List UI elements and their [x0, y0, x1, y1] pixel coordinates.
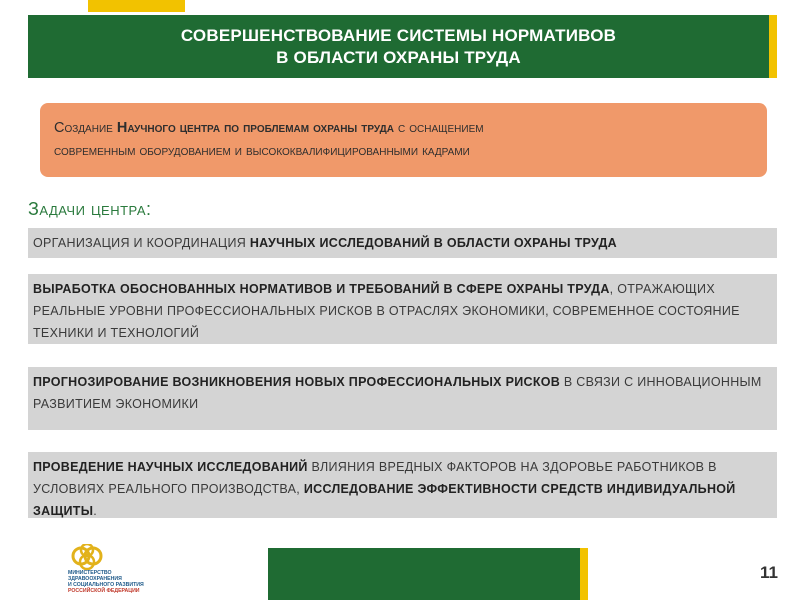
task-1-bold: НАУЧНЫХ ИССЛЕДОВАНИЙ В ОБЛАСТИ ОХРАНЫ ТРУДА [249, 236, 617, 250]
highlight-text-start: Создание [54, 120, 117, 136]
page-number: 11 [760, 563, 778, 582]
highlight-text-mid: с оснащением [393, 120, 484, 136]
task-4-text-1: ВЛИЯНИЯ ВРЕДНЫХ ФАКТОРОВ НА ЗДОРОВЬЕ РАБОТНИКОВ В УСЛОВИЯХ РЕАЛЬНОГО ПРОИЗВОДСТВА, [33, 460, 717, 496]
title-banner [28, 15, 777, 78]
highlight-text-line2: современным оборудованием и высококвалифицированными кадрами [54, 143, 470, 159]
task-4-bold-2: ИССЛЕДОВАНИЕ ЭФФЕКТИВНОСТИ СРЕДСТВ ИНДИВИДУАЛЬНОЙ ЗАЩИТЫ [33, 482, 736, 518]
highlight-box [40, 103, 767, 177]
ministry-logo [68, 542, 198, 597]
task-1-text: ОРГАНИЗАЦИЯ И КООРДИНАЦИЯ [33, 236, 250, 250]
ministry-line-4: РОССИЙСКОЙ ФЕДЕРАЦИИ [68, 588, 140, 594]
ministry-name [68, 570, 198, 594]
task-item-3 [28, 367, 777, 430]
ministry-line-3: И СОЦИАЛЬНОГО РАЗВИТИЯ [68, 582, 144, 588]
task-2-bold: ВЫРАБОТКА ОБОСНОВАННЫХ НОРМАТИВОВ И ТРЕБОВАНИЙ В СФЕРЕ ОХРАНЫ ТРУДА [33, 282, 610, 296]
task-4-text-2: . [93, 504, 98, 518]
task-item-4 [28, 452, 777, 518]
task-4-bold-1: ПРОВЕДЕНИЕ НАУЧНЫХ ИССЛЕДОВАНИЙ [33, 460, 308, 474]
title-line-2: В ОБЛАСТИ ОХРАНЫ ТРУДА [276, 47, 521, 67]
ministry-line-1: МИНИСТЕРСТВО [68, 570, 112, 576]
task-item-1 [28, 228, 777, 258]
task-item-2 [28, 274, 777, 344]
highlight-bold: Научного центра по проблемам охраны труда [116, 120, 394, 136]
title-line-1: СОВЕРШЕНСТВОВАНИЕ СИСТЕМЫ НОРМАТИВОВ [180, 25, 617, 45]
task-2-text: , ОТРАЖАЮЩИХ РЕАЛЬНЫЕ УРОВНИ ПРОФЕССИОНАЛЬНЫХ РИСКОВ В ОТРАСЛЯХ ЭКОНОМИКИ, СОВРЕМЕННОЕ СОСТОЯНИЕ ТЕХНИКИ И ТЕХНОЛОГИЙ [33, 282, 740, 340]
footer-green-bar [268, 548, 588, 600]
tasks-heading: Задачи центра: [28, 199, 152, 219]
top-yellow-accent [88, 0, 185, 12]
ministry-line-2: ЗДРАВООХРАНЕНИЯ [68, 576, 122, 582]
task-3-bold: ПРОГНОЗИРОВАНИЕ ВОЗНИКНОВЕНИЯ НОВЫХ ПРОФЕССИОНАЛЬНЫХ РИСКОВ [33, 375, 561, 389]
task-3-text: В СВЯЗИ С ИННОВАЦИОННЫМ РАЗВИТИЕМ ЭКОНОМИКИ [33, 375, 762, 411]
